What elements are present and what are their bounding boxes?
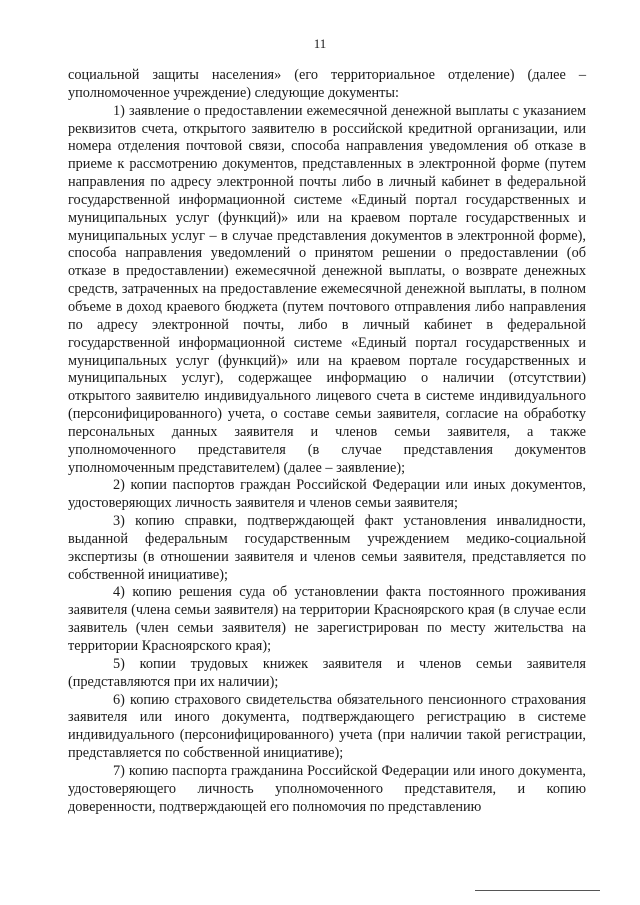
list-item-2: 2) копии паспортов граждан Российской Федерации или иных документов, удостоверяющих личность заявителя и членов семьи заявителя; — [68, 477, 586, 512]
list-item-5: 5) копии трудовых книжек заявителя и членов семьи заявителя (представляются при их наличии); — [68, 655, 586, 690]
list-item-4: 4) копию решения суда об установлении факта постоянного проживания заявителя (члена семьи заявителя) на территории Красноярского края (в случае если заявитель (член семьи заявителя) не зарегистрирован по месту жительства на территории Красноярского края); — [68, 584, 586, 654]
page-number: 11 — [313, 36, 327, 51]
list-item-3: 3) копию справки, подтверждающей факт установления инвалидности, выданной федеральным государственным учреждением медико-социальной экспертизы (в отношении заявителя и членов семьи заявителя, представляется по собственной инициативе); — [68, 513, 586, 583]
document-body — [68, 67, 586, 816]
list-item-7: 7) копию паспорта гражданина Российской Федерации или иного документа, удостоверяющего личность уполномоченного представителя, и копию доверенности, подтверждающей его полномочия по представлению — [68, 762, 586, 815]
list-item-1: 1) заявление о предоставлении ежемесячной денежной выплаты с указанием реквизитов счета, открытого заявителю в российской кредитной организации, или номера отделения почтовой связи, способа направления уведомления об отказе в приеме к рассмотрению документов, представленных в электронной форме (путем направления по адресу электронной почты либо в личный кабинет в федеральной государственной информационной системе «Единый портал государственных и муниципальных услуг (функций)» или на краевом портале государственных и муниципальных услуг – в случае представления документов в электронной форме), способа направления уведомлений о принятом решении о предоставлении (об отказе в предоставлении) ежемесячной денежной выплаты, о возврате денежных средств, затраченных на предоставление ежемесячной денежной выплаты, в полном объеме в доход краевого бюджета (путем почтового отправления либо направления по адресу электронной почты, либо в личный кабинет в федеральной государственной информационной системе «Единый портал государственных и муниципальных услуг (функций)» или на краевом портале государственных и муниципальных услуг), содержащее информацию о наличии (отсутствии) открытого заявителю индивидуального лицевого счета в системе индивидуального (персонифицированного) учета, о составе семьи заявителя, согласие на обработку персональных данных заявителя и членов семьи заявителя, а также уполномоченного представителя (в случае представления документов уполномоченным представителем) (далее – заявление); — [68, 102, 586, 476]
footer-rule — [475, 890, 600, 891]
list-item-6: 6) копию страхового свидетельства обязательного пенсионного страхования заявителя или иного документа, подтверждающего регистрацию в системе индивидуального (персонифицированного) учета (при наличии такой регистрации, представляется по собственной инициативе); — [68, 691, 586, 762]
paragraph-continuation: социальной защиты населения» (его территориальное отделение) (далее – уполномоченное учреждение) следующие документы: — [68, 67, 586, 101]
